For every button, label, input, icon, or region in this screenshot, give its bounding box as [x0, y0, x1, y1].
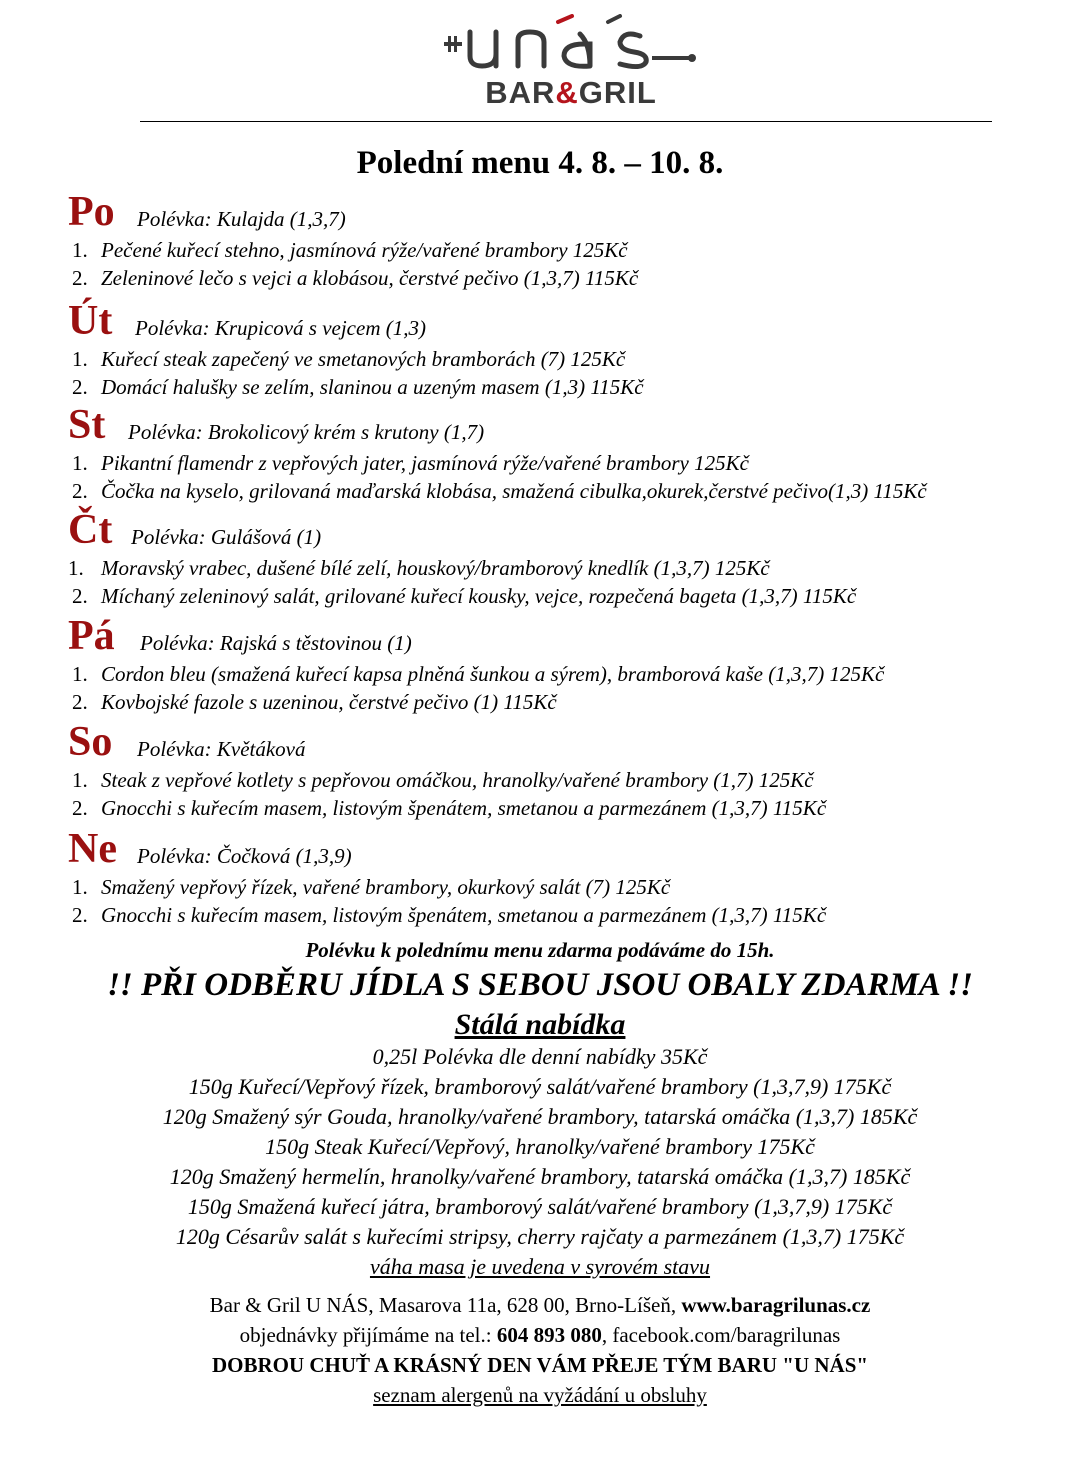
day-abbr: Čt: [68, 507, 113, 553]
permanent-item: 150g Smažená kuřecí játra, bramborový salát/vařené brambory (1,3,7,9) 175Kč: [187, 1194, 893, 1219]
day-ne: [0, 825, 1080, 929]
dish-item: [0, 766, 1080, 794]
day-abbr: Ne: [68, 826, 117, 872]
dish-text: Moravský vrabec, dušené bílé zelí, houskový/bramborový knedlík (1,3,7) 125Kč: [101, 556, 770, 580]
dish-item: [0, 264, 1080, 292]
logo-bar-text: BAR: [485, 75, 556, 110]
day-soup: Polévka: Čočková (1,3,9): [137, 844, 352, 868]
soup-note: Polévku k polednímu menu zdarma podáváme do 15h.: [305, 938, 775, 962]
footer-address-row: [0, 1290, 1080, 1320]
logo-ampersand: &: [555, 75, 579, 110]
dish-number: 2.: [72, 690, 88, 714]
dish-number: 1.: [72, 451, 88, 475]
day-soup: Polévka: Gulášová (1): [131, 525, 322, 549]
dish-number: 2.: [72, 796, 88, 820]
allergens-note: seznam alergenů na vyžádání u obsluhy: [373, 1383, 707, 1407]
permanent-item: 120g Smažený hermelín, hranolky/vařené brambory, tatarská omáčka (1,3,7) 185Kč: [169, 1164, 911, 1189]
day-soup: Polévka: Květáková: [137, 737, 306, 761]
day-soup: Polévka: Rajská s těstovinou (1): [140, 631, 412, 655]
dish-number: 1.: [72, 875, 88, 899]
dish-text: Smažený vepřový řízek, vařené brambory, okurkový salát (7) 125Kč: [101, 875, 671, 899]
day-pa: [0, 612, 1080, 716]
day-soup: Polévka: Kulajda (1,3,7): [137, 207, 346, 231]
dish-number: 2.: [72, 584, 88, 608]
dish-item: [0, 901, 1080, 929]
day-ut: [0, 297, 1080, 401]
orders-label: objednávky přijímáme na tel.:: [239, 1323, 497, 1347]
permanent-item: 120g Smažený sýr Gouda, hranolky/vařené brambory, tatarská omáčka (1,3,7) 185Kč: [162, 1104, 918, 1129]
header-divider: [140, 121, 992, 122]
dish-text: Kuřecí steak zapečený ve smetanových bramborách (7) 125Kč: [101, 347, 626, 371]
footer-greeting: DOBROU CHUŤ A KRÁSNÝ DEN VÁM PŘEJE TÝM BARU "U NÁS": [211, 1353, 869, 1377]
day-so: [0, 718, 1080, 822]
dish-item: [0, 660, 1080, 688]
packaging-banner: !! PŘI ODBĚRU JÍDLA S SEBOU JSOU OBALY ZDARMA !!: [107, 967, 973, 1003]
day-abbr: Po: [68, 189, 115, 235]
permanent-menu-heading: Stálá nabídka: [454, 1008, 626, 1041]
dish-number: 1.: [72, 662, 88, 686]
day-soup: Polévka: Brokolicový krém s krutony (1,7): [128, 420, 485, 444]
dish-text: Cordon bleu (smažená kuřecí kapsa plněná šunkou a sýrem), bramborová kaše (1,3,7) 125Kč: [101, 662, 885, 686]
day-soup: Polévka: Krupicová s vejcem (1,3): [135, 316, 426, 340]
footer-orders-row: [0, 1320, 1080, 1350]
dish-text: Pečené kuřecí stehno, jasmínová rýže/vařené brambory 125Kč: [101, 238, 628, 262]
dish-item: [0, 582, 1080, 610]
day-po: [0, 188, 1080, 292]
dish-item: [0, 477, 1080, 505]
dish-item: [0, 345, 1080, 373]
dish-item: [0, 236, 1080, 264]
dish-text: Domácí halušky se zelím, slaninou a uzeným masem (1,3) 115Kč: [101, 375, 644, 399]
facebook-link[interactable]: , facebook.com/baragrilunas: [601, 1323, 841, 1347]
dish-text: Zeleninové lečo s vejci a klobásou, čerstvé pečivo (1,3,7) 115Kč: [101, 266, 639, 290]
dish-number: 1.: [72, 347, 88, 371]
permanent-item: 150g Kuřecí/Vepřový řízek, bramborový salát/vařené brambory (1,3,7,9) 175Kč: [188, 1074, 892, 1099]
dish-number: 1.: [72, 238, 88, 262]
dish-item: [0, 794, 1080, 822]
dish-text: Gnocchi s kuřecím masem, listovým špenátem, smetanou a parmezánem (1,3,7) 115Kč: [101, 903, 827, 927]
day-ct: [0, 506, 1080, 610]
dish-item: [0, 373, 1080, 401]
footer-address: Bar & Gril U NÁS, Masarova 11a, 628 00, Brno-Líšeň,: [209, 1293, 682, 1317]
day-abbr: St: [68, 402, 106, 448]
dish-text: Míchaný zeleninový salát, grilované kuřecí kousky, vejce, rozpečená bageta (1,3,7) 115Kč: [101, 584, 857, 608]
meat-weight-note: váha masa je uvedena v syrovém stavu: [369, 1254, 711, 1279]
dish-item: [0, 449, 1080, 477]
dish-item: [0, 688, 1080, 716]
permanent-item: 150g Steak Kuřecí/Vepřový, hranolky/vařené brambory 175Kč: [265, 1134, 815, 1159]
day-st: [0, 401, 1080, 505]
website-link[interactable]: www.baragrilunas.cz: [681, 1293, 871, 1317]
permanent-item: 0,25l Polévka dle denní nabídky 35Kč: [372, 1044, 708, 1069]
dish-number: 2.: [72, 375, 88, 399]
day-abbr: So: [68, 719, 113, 765]
menu-title: Polední menu 4. 8. – 10. 8.: [356, 145, 724, 181]
footer: [0, 1290, 1080, 1410]
logo-gril-text: GRIL: [578, 75, 657, 110]
dish-item: [0, 554, 1080, 582]
phone-number[interactable]: 604 893 080: [496, 1323, 602, 1347]
dish-text: Čočka na kyselo, grilovaná maďarská klobása, smažená cibulka,okurek,čerstvé pečivo(1,3) 115Kč: [101, 479, 927, 503]
dish-number: 2.: [72, 266, 88, 290]
dish-text: Gnocchi s kuřecím masem, listovým špenátem, smetanou a parmezánem (1,3,7) 115Kč: [101, 796, 827, 820]
day-abbr: Út: [68, 298, 113, 344]
day-abbr: Pá: [68, 613, 115, 659]
dish-text: Kovbojské fazole s uzeninou, čerstvé pečivo (1) 115Kč: [101, 690, 557, 714]
dish-number: 1.: [72, 768, 88, 792]
dish-text: Pikantní flamendr z vepřových jater, jasmínová rýže/vařené brambory 125Kč: [101, 451, 749, 475]
dish-number: 2.: [72, 479, 88, 503]
logo: [440, 14, 700, 110]
permanent-item: 120g Césarův salát s kuřecími stripsy, cherry rajčaty a parmezánem (1,3,7) 175Kč: [175, 1224, 905, 1249]
dish-item: [0, 873, 1080, 901]
dish-number: 2.: [72, 903, 88, 927]
logo-script-icon: [440, 14, 700, 74]
dish-number: 1.: [68, 556, 84, 580]
permanent-menu-list: [0, 1042, 1080, 1282]
logo-subtitle: [456, 76, 686, 110]
dish-text: Steak z vepřové kotlety s pepřovou omáčkou, hranolky/vařené brambory (1,7) 125Kč: [101, 768, 814, 792]
